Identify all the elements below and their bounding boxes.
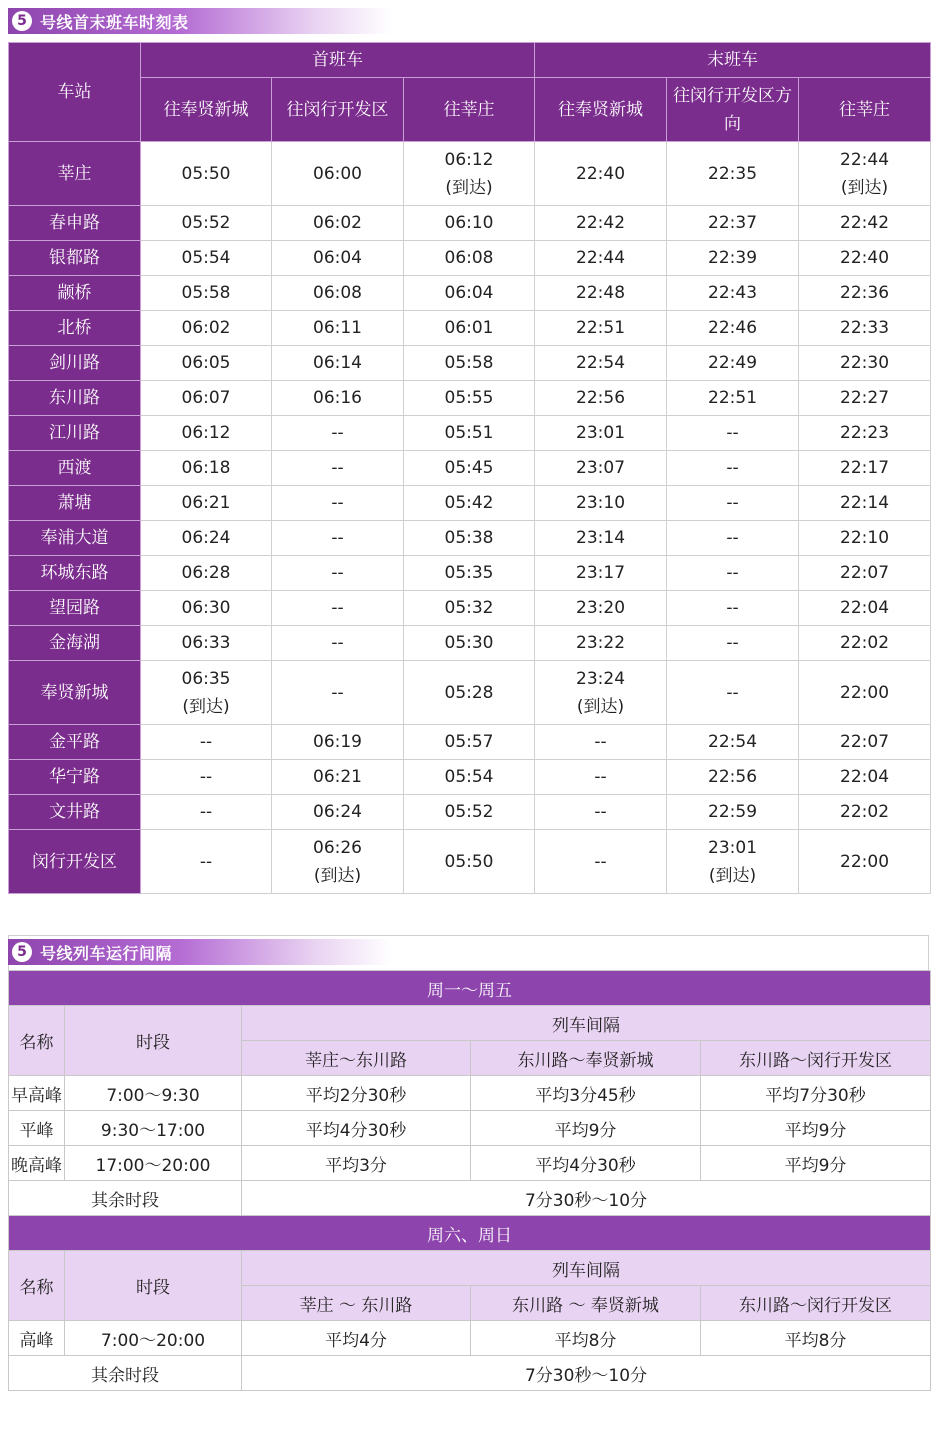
time-cell: 22:39 <box>667 241 799 276</box>
time-cell: 05:54 <box>404 760 535 795</box>
time-cell: 06:18 <box>141 451 272 486</box>
time-cell: 22:54 <box>667 725 799 760</box>
schedule-row <box>9 521 931 556</box>
station-name: 奉浦大道 <box>9 521 141 556</box>
name-header: 名称 <box>9 1251 65 1321</box>
time-cell: 22:04 <box>799 591 931 626</box>
time-cell: -- <box>535 830 667 894</box>
time-cell: -- <box>535 795 667 830</box>
direction-header: 往闵行开发区方向 <box>667 78 799 142</box>
time-cell: -- <box>272 416 404 451</box>
interval-value: 平均4分 <box>242 1321 471 1356</box>
time-cell: -- <box>272 591 404 626</box>
time-cell: 06:12 (到达) <box>404 142 535 206</box>
time-cell: 22:56 <box>667 760 799 795</box>
time-cell: 05:51 <box>404 416 535 451</box>
time-cell: 06:08 <box>404 241 535 276</box>
direction-header: 往奉贤新城 <box>535 78 667 142</box>
interval-value: 平均9分 <box>701 1146 931 1181</box>
period-range: 17:00～20:00 <box>65 1146 242 1181</box>
time-cell: 23:01 <box>535 416 667 451</box>
time-cell: 22:48 <box>535 276 667 311</box>
interval-value: 平均4分30秒 <box>242 1111 471 1146</box>
time-cell: 05:50 <box>404 830 535 894</box>
schedule-row <box>9 346 931 381</box>
time-cell: 06:05 <box>141 346 272 381</box>
time-cell: 23:20 <box>535 591 667 626</box>
time-cell: 06:04 <box>404 276 535 311</box>
direction-header: 往莘庄 <box>404 78 535 142</box>
station-name: 银都路 <box>9 241 141 276</box>
interval-header: 列车间隔 <box>242 1251 931 1286</box>
interval-value: 平均9分 <box>701 1111 931 1146</box>
station-name: 华宁路 <box>9 760 141 795</box>
station-name: 望园路 <box>9 591 141 626</box>
time-cell: 05:52 <box>404 795 535 830</box>
time-cell: 05:35 <box>404 556 535 591</box>
schedule-row <box>9 591 931 626</box>
time-cell: 05:54 <box>141 241 272 276</box>
period-range: 7:00～20:00 <box>65 1321 242 1356</box>
time-cell: 23:07 <box>535 451 667 486</box>
period-header: 时段 <box>65 1006 242 1076</box>
time-cell: 06:28 <box>141 556 272 591</box>
schedule-row <box>9 451 931 486</box>
schedule-row <box>9 626 931 661</box>
time-cell: 22:17 <box>799 451 931 486</box>
period-header: 时段 <box>65 1251 242 1321</box>
last-train-header: 末班车 <box>535 43 931 78</box>
time-cell: 22:46 <box>667 311 799 346</box>
station-name: 春申路 <box>9 206 141 241</box>
period-range: 7:00～9:30 <box>65 1076 242 1111</box>
schedule-row <box>9 830 931 894</box>
time-cell: -- <box>667 591 799 626</box>
time-cell: 06:07 <box>141 381 272 416</box>
first-train-header: 首班车 <box>141 43 535 78</box>
time-cell: 22:35 <box>667 142 799 206</box>
time-cell: -- <box>272 626 404 661</box>
time-cell: 05:58 <box>141 276 272 311</box>
interval-value: 平均8分 <box>701 1321 931 1356</box>
time-cell: 05:38 <box>404 521 535 556</box>
time-cell: 06:33 <box>141 626 272 661</box>
time-cell: 22:07 <box>799 556 931 591</box>
schedule-row <box>9 311 931 346</box>
time-cell: 05:42 <box>404 486 535 521</box>
time-cell: 22:42 <box>799 206 931 241</box>
time-cell: -- <box>141 795 272 830</box>
time-cell: 05:45 <box>404 451 535 486</box>
time-cell: 22:49 <box>667 346 799 381</box>
station-name: 西渡 <box>9 451 141 486</box>
schedule-row <box>9 661 931 725</box>
time-cell: 22:27 <box>799 381 931 416</box>
time-cell: 22:51 <box>535 311 667 346</box>
direction-header: 往奉贤新城 <box>141 78 272 142</box>
segment-header: 东川路～奉贤新城 <box>471 1041 701 1076</box>
time-cell: 06:08 <box>272 276 404 311</box>
time-cell: 06:26 (到达) <box>272 830 404 894</box>
time-cell: -- <box>272 521 404 556</box>
schedule-row <box>9 760 931 795</box>
other-period-value: 7分30秒～10分 <box>242 1356 931 1391</box>
time-cell: -- <box>667 626 799 661</box>
station-name: 江川路 <box>9 416 141 451</box>
time-cell: -- <box>272 486 404 521</box>
time-cell: 06:10 <box>404 206 535 241</box>
time-cell: -- <box>141 760 272 795</box>
time-cell: 22:37 <box>667 206 799 241</box>
time-cell: 06:04 <box>272 241 404 276</box>
weekday-band: 周一～周五 <box>9 971 931 1006</box>
time-cell: 22:23 <box>799 416 931 451</box>
name-header: 名称 <box>9 1006 65 1076</box>
interval-value: 平均3分45秒 <box>471 1076 701 1111</box>
time-cell: 05:32 <box>404 591 535 626</box>
interval-section-title: 号线列车运行间隔 <box>40 943 173 963</box>
interval-value: 平均4分30秒 <box>471 1146 701 1181</box>
train-interval-table <box>8 970 931 1391</box>
period-name: 平峰 <box>9 1111 65 1146</box>
time-cell: 22:33 <box>799 311 931 346</box>
interval-value: 平均2分30秒 <box>242 1076 471 1111</box>
station-name: 萧塘 <box>9 486 141 521</box>
time-cell: -- <box>667 556 799 591</box>
segment-header: 莘庄～东川路 <box>242 1041 471 1076</box>
time-cell: 22:44 (到达) <box>799 142 931 206</box>
other-period-value: 7分30秒～10分 <box>242 1181 931 1216</box>
direction-header: 往闵行开发区 <box>272 78 404 142</box>
time-cell: -- <box>667 661 799 725</box>
time-cell: 05:30 <box>404 626 535 661</box>
time-cell: 22:40 <box>535 142 667 206</box>
station-name: 东川路 <box>9 381 141 416</box>
interval-section-header <box>8 939 392 965</box>
time-cell: 22:54 <box>535 346 667 381</box>
time-cell: 23:17 <box>535 556 667 591</box>
time-cell: 22:10 <box>799 521 931 556</box>
time-cell: 22:30 <box>799 346 931 381</box>
time-cell: 05:50 <box>141 142 272 206</box>
station-name: 金平路 <box>9 725 141 760</box>
station-name: 颛桥 <box>9 276 141 311</box>
time-cell: 22:56 <box>535 381 667 416</box>
time-cell: 22:51 <box>667 381 799 416</box>
interval-header: 列车间隔 <box>242 1006 931 1041</box>
time-cell: 22:43 <box>667 276 799 311</box>
interval-value: 平均8分 <box>471 1321 701 1356</box>
segment-header: 东川路～闵行开发区 <box>701 1041 931 1076</box>
time-cell: 05:57 <box>404 725 535 760</box>
time-cell: 22:02 <box>799 795 931 830</box>
time-cell: 22:07 <box>799 725 931 760</box>
segment-header: 东川路 ～ 奉贤新城 <box>471 1286 701 1321</box>
station-name: 北桥 <box>9 311 141 346</box>
time-cell: 06:35 (到达) <box>141 661 272 725</box>
time-cell: 23:01 (到达) <box>667 830 799 894</box>
direction-header: 往莘庄 <box>799 78 931 142</box>
time-cell: 23:24 (到达) <box>535 661 667 725</box>
time-cell: 06:01 <box>404 311 535 346</box>
interval-value: 平均9分 <box>471 1111 701 1146</box>
time-cell: 22:02 <box>799 626 931 661</box>
time-cell: 23:10 <box>535 486 667 521</box>
schedule-row <box>9 556 931 591</box>
line-number-badge: 5 <box>12 11 32 31</box>
schedule-row <box>9 206 931 241</box>
time-cell: 23:22 <box>535 626 667 661</box>
period-range: 9:30～17:00 <box>65 1111 242 1146</box>
time-cell: 06:19 <box>272 725 404 760</box>
station-name: 剑川路 <box>9 346 141 381</box>
station-name: 文井路 <box>9 795 141 830</box>
time-cell: -- <box>141 830 272 894</box>
period-name: 晚高峰 <box>9 1146 65 1181</box>
time-cell: 05:28 <box>404 661 535 725</box>
station-name: 环城东路 <box>9 556 141 591</box>
segment-header: 莘庄 ～ 东川路 <box>242 1286 471 1321</box>
interval-value: 平均3分 <box>242 1146 471 1181</box>
time-cell: 22:59 <box>667 795 799 830</box>
segment-header: 东川路～闵行开发区 <box>701 1286 931 1321</box>
schedule-section-title: 号线首末班车时刻表 <box>40 12 189 32</box>
schedule-row <box>9 381 931 416</box>
time-cell: -- <box>272 451 404 486</box>
period-name: 高峰 <box>9 1321 65 1356</box>
time-cell: 06:02 <box>272 206 404 241</box>
other-period-label: 其余时段 <box>9 1356 242 1391</box>
time-cell: 22:36 <box>799 276 931 311</box>
time-cell: 06:16 <box>272 381 404 416</box>
period-name: 早高峰 <box>9 1076 65 1111</box>
station-name: 金海湖 <box>9 626 141 661</box>
time-cell: -- <box>272 556 404 591</box>
weekend-band: 周六、周日 <box>9 1216 931 1251</box>
time-cell: 06:11 <box>272 311 404 346</box>
time-cell: 06:02 <box>141 311 272 346</box>
schedule-row <box>9 486 931 521</box>
time-cell: 22:14 <box>799 486 931 521</box>
time-cell: 23:14 <box>535 521 667 556</box>
time-cell: 06:14 <box>272 346 404 381</box>
time-cell: 22:44 <box>535 241 667 276</box>
first-last-train-table <box>8 42 931 894</box>
time-cell: -- <box>272 661 404 725</box>
time-cell: -- <box>667 416 799 451</box>
time-cell: 06:24 <box>141 521 272 556</box>
time-cell: 22:00 <box>799 830 931 894</box>
time-cell: -- <box>667 521 799 556</box>
time-cell: 22:04 <box>799 760 931 795</box>
station-header: 车站 <box>9 43 141 142</box>
time-cell: 22:40 <box>799 241 931 276</box>
schedule-row <box>9 795 931 830</box>
time-cell: 05:52 <box>141 206 272 241</box>
time-cell: -- <box>141 725 272 760</box>
time-cell: 06:21 <box>141 486 272 521</box>
time-cell: -- <box>535 760 667 795</box>
schedule-row <box>9 276 931 311</box>
schedule-row <box>9 725 931 760</box>
schedule-row <box>9 416 931 451</box>
schedule-row <box>9 142 931 206</box>
time-cell: 06:12 <box>141 416 272 451</box>
time-cell: 05:58 <box>404 346 535 381</box>
time-cell: -- <box>535 725 667 760</box>
interval-value: 平均7分30秒 <box>701 1076 931 1111</box>
line-number-badge: 5 <box>12 942 32 962</box>
time-cell: -- <box>667 451 799 486</box>
time-cell: -- <box>667 486 799 521</box>
time-cell: 22:00 <box>799 661 931 725</box>
time-cell: 05:55 <box>404 381 535 416</box>
station-name: 闵行开发区 <box>9 830 141 894</box>
time-cell: 22:42 <box>535 206 667 241</box>
schedule-row <box>9 241 931 276</box>
other-period-label: 其余时段 <box>9 1181 242 1216</box>
station-name: 莘庄 <box>9 142 141 206</box>
time-cell: 06:21 <box>272 760 404 795</box>
time-cell: 06:24 <box>272 795 404 830</box>
schedule-section-header <box>8 8 392 34</box>
time-cell: 06:30 <box>141 591 272 626</box>
station-name: 奉贤新城 <box>9 661 141 725</box>
time-cell: 06:00 <box>272 142 404 206</box>
